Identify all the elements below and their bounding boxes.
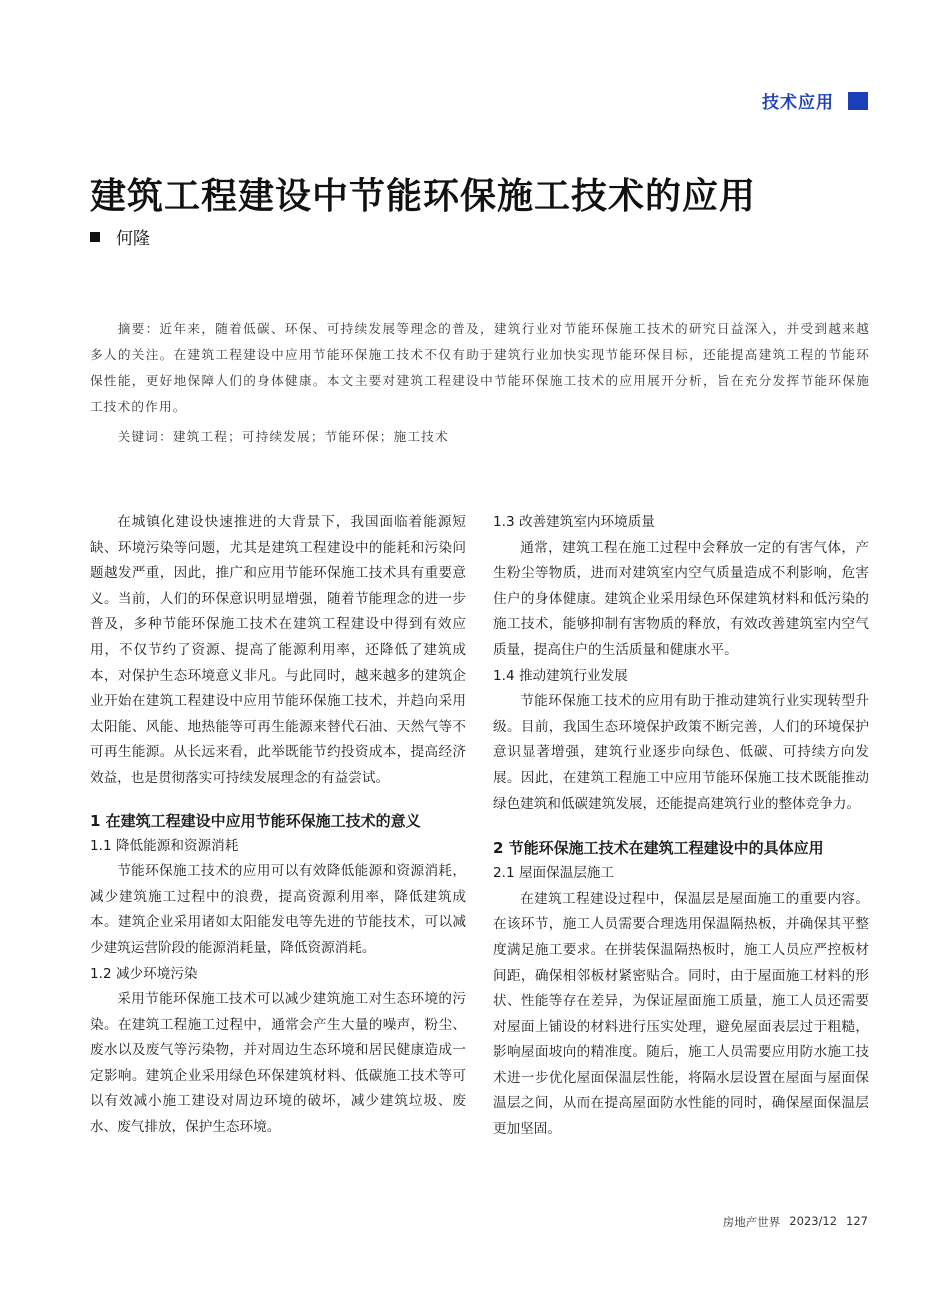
author-name: 何隆 xyxy=(116,229,150,249)
article-title: 建筑工程建设中节能环保施工技术的应用 xyxy=(90,176,757,217)
section-2-1-paragraph: 在建筑工程建设过程中，保温层是屋面施工的重要内容。在该环节，施工人员需要合理选用保温隔热板，并确保其平整度满足施工要求。在拼装保温隔热板时，施工人员应严控板材间距，确保相邻板材紧密贴合。同时，由于屋面施工材料的形状、性能等存在差异，为保证屋面施工质量，施工人员还需要对屋面上铺设的材料进行压实处理，避免屋面表层过于粗糙，影响屋面坡向的精准度。随后，施工人员需要应用防水施工技术进一步优化屋面保温层性能，将隔水层设置在屋面与屋面保温层之间，从而在提高屋面防水性能的同时，确保屋面保温层更加坚固。 xyxy=(493,890,869,1138)
issue-number: 2023/12 xyxy=(789,1214,838,1228)
section-2-heading: 2 节能环保施工技术在建筑工程建设中的具体应用 xyxy=(493,839,824,858)
section-1-2-heading: 1.2 减少环境污染 xyxy=(90,965,198,982)
journal-name: 房地产世界 xyxy=(722,1215,781,1229)
section-1-4-heading: 1.4 推动建筑行业发展 xyxy=(493,667,628,684)
right-column xyxy=(493,510,869,1143)
section-1-1-paragraph: 节能环保施工技术的应用可以有效降低能源和资源消耗，减少建筑施工过程中的浪费，提高资源利用率，降低建筑成本。建筑企业采用诸如太阳能发电等先进的节能技术，可以减少建筑运营阶段的能源消耗量，降低资源消耗。 xyxy=(90,863,466,956)
section-1-3-heading: 1.3 改善建筑室内环境质量 xyxy=(493,514,655,530)
left-column xyxy=(90,510,466,1141)
section-1-heading: 1 在建筑工程建设中应用节能环保施工技术的意义 xyxy=(90,811,421,830)
author-square-icon xyxy=(90,232,100,242)
section-label: 技术应用 xyxy=(762,93,834,113)
abstract-text: 摘要：近年来，随着低碳、环保、可持续发展等理念的普及，建筑行业对节能环保施工技术的研究日益深入，并受到越来越多人的关注。在建筑工程建设中应用节能环保施工技术不仅有助于建筑行业加快实现节能环保目标，还能提高建筑工程的节能环保性能，更好地保障人们的身体健康。本文主要对建筑工程建设中节能环保施工技术的应用展开分析，旨在充分发挥节能环保施工技术的作用。 xyxy=(90,321,870,414)
section-2-1-heading: 2.1 屋面保温层施工 xyxy=(493,865,615,882)
intro-paragraph: 在城镇化建设快速推进的大背景下，我国面临着能源短缺、环境污染等问题，尤其是建筑工程建设中的能耗和污染问题越发严重，因此，推广和应用节能环保施工技术具有重要意义。当前，人们的环保意识明显增强，随着节能理念的进一步普及，多种节能环保施工技术在建筑工程建设中得到有效应用，不仅节约了资源、提高了能源利用率，还降低了建筑成本，对保护生态环境意义非凡。与此同时，越来越多的建筑企业开始在建筑工程建设中应用节能环保施工技术，并趋向采用太阳能、风能、地热能等可再生能源来替代石油、天然气等不可再生能源。从长远来看，此举既能节约投资成本，提高经济效益，也是贯彻落实可持续发展理念的有益尝试。 xyxy=(90,514,466,786)
section-1-4-paragraph: 节能环保施工技术的应用有助于推动建筑行业实现转型升级。目前，我国生态环境保护政策不断完善，人们的环境保护意识显著增强，建筑行业逐步向绿色、低碳、可持续方向发展。因此，在建筑工程施工中应用节能环保施工技术既能推动绿色建筑和低碳建筑发展，还能提高建筑行业的整体竞争力。 xyxy=(493,693,869,812)
page-number: 127 xyxy=(846,1214,868,1228)
section-1-2-paragraph: 采用节能环保施工技术可以减少建筑施工对生态环境的污染。在建筑工程施工过程中，通常会产生大量的噪声，粉尘、废水以及废气等污染物，并对周边生态环境和居民健康造成一定影响。建筑企业采用绿色环保建筑材料、低碳施工技术等可以有效减小施工建设对周边环境的破坏，减少建筑垃圾、废水、废气排放，保护生态环境。 xyxy=(90,991,466,1136)
section-square-icon xyxy=(848,92,868,110)
section-1-1-heading: 1.1 降低能源和资源消耗 xyxy=(90,837,239,854)
author-line xyxy=(90,224,150,249)
abstract-block xyxy=(90,316,870,450)
keywords: 关键词：建筑工程；可持续发展；节能环保；施工技术 xyxy=(117,429,449,444)
page-footer xyxy=(723,1214,868,1230)
section-1-3-paragraph: 通常，建筑工程在施工过程中会释放一定的有害气体，产生粉尘等物质，进而对建筑室内空气质量造成不利影响，危害住户的身体健康。建筑企业采用绿色环保建筑材料和低污染的施工技术，能够抑制有害物质的释放，有效改善建筑室内空气质量，提高住户的生活质量和健康水平。 xyxy=(493,539,869,658)
section-tag xyxy=(762,88,868,113)
